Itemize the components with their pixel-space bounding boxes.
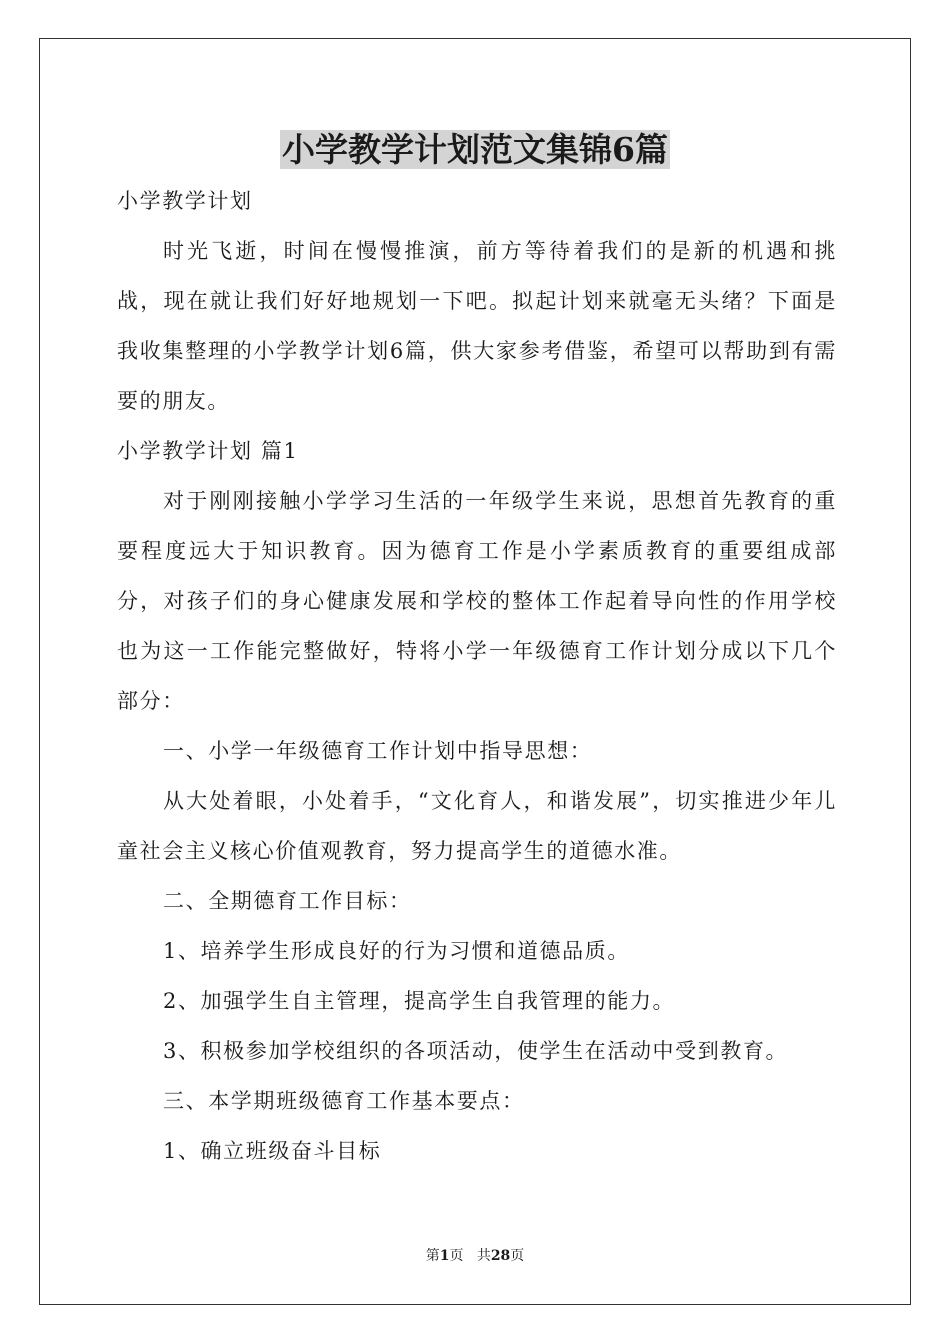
- document-title: [0, 128, 950, 172]
- paragraph: 二、全期德育工作目标：: [163, 889, 412, 913]
- paragraph: 三、本学期班级德育工作基本要点：: [163, 1089, 525, 1113]
- paragraph: 小学教学计划 篇1: [117, 439, 299, 463]
- paragraph: 小学教学计划: [117, 189, 253, 213]
- footer-page-unit: 页: [449, 1248, 464, 1264]
- footer-total-unit: 页: [510, 1248, 525, 1264]
- paragraph: 一、小学一年级德育工作计划中指导思想：: [163, 739, 593, 763]
- paragraph: 2、加强学生自主管理，提高学生自我管理的能力。: [163, 989, 676, 1013]
- paragraph: 1、确立班级奋斗目标: [163, 1139, 382, 1163]
- paragraph: 时光飞逝，时间在慢慢推演，前方等待着我们的是新的机遇和挑战，现在就让我们好好地规划一下吧。拟起计划来就毫无头绪？下面是我收集整理的小学教学计划6篇，供大家参考借鉴，希望可以帮助到有需要的朋友。: [117, 239, 837, 413]
- paragraph: 3、积极参加学校组织的各项活动，使学生在活动中受到教育。: [163, 1039, 789, 1063]
- title-text: 小学教学计划范文集锦6篇: [282, 130, 668, 169]
- paragraph: 对于刚刚接触小学学习生活的一年级学生来说，思想首先教育的重要程度远大于知识教育。因为德育工作是小学素质教育的重要组成部分，对孩子们的身心健康发展和学校的整体工作起着导向性的作用学校也为这一工作能完整做好，特将小学一年级德育工作计划分成以下几个部分：: [117, 489, 837, 713]
- footer-prefix: 第: [425, 1248, 440, 1264]
- total-pages: 28: [490, 1248, 511, 1264]
- page-number: 1: [439, 1248, 450, 1264]
- paragraph: 1、培养学生形成良好的行为习惯和道德品质。: [163, 939, 630, 963]
- paragraph: 从大处着眼，小处着手，“文化育人，和谐发展”，切实推进少年儿童社会主义核心价值观教育，努力提高学生的道德水准。: [117, 789, 837, 863]
- page-footer: [0, 1246, 950, 1266]
- document-body: [117, 176, 837, 1176]
- footer-total-prefix: 共: [476, 1248, 491, 1264]
